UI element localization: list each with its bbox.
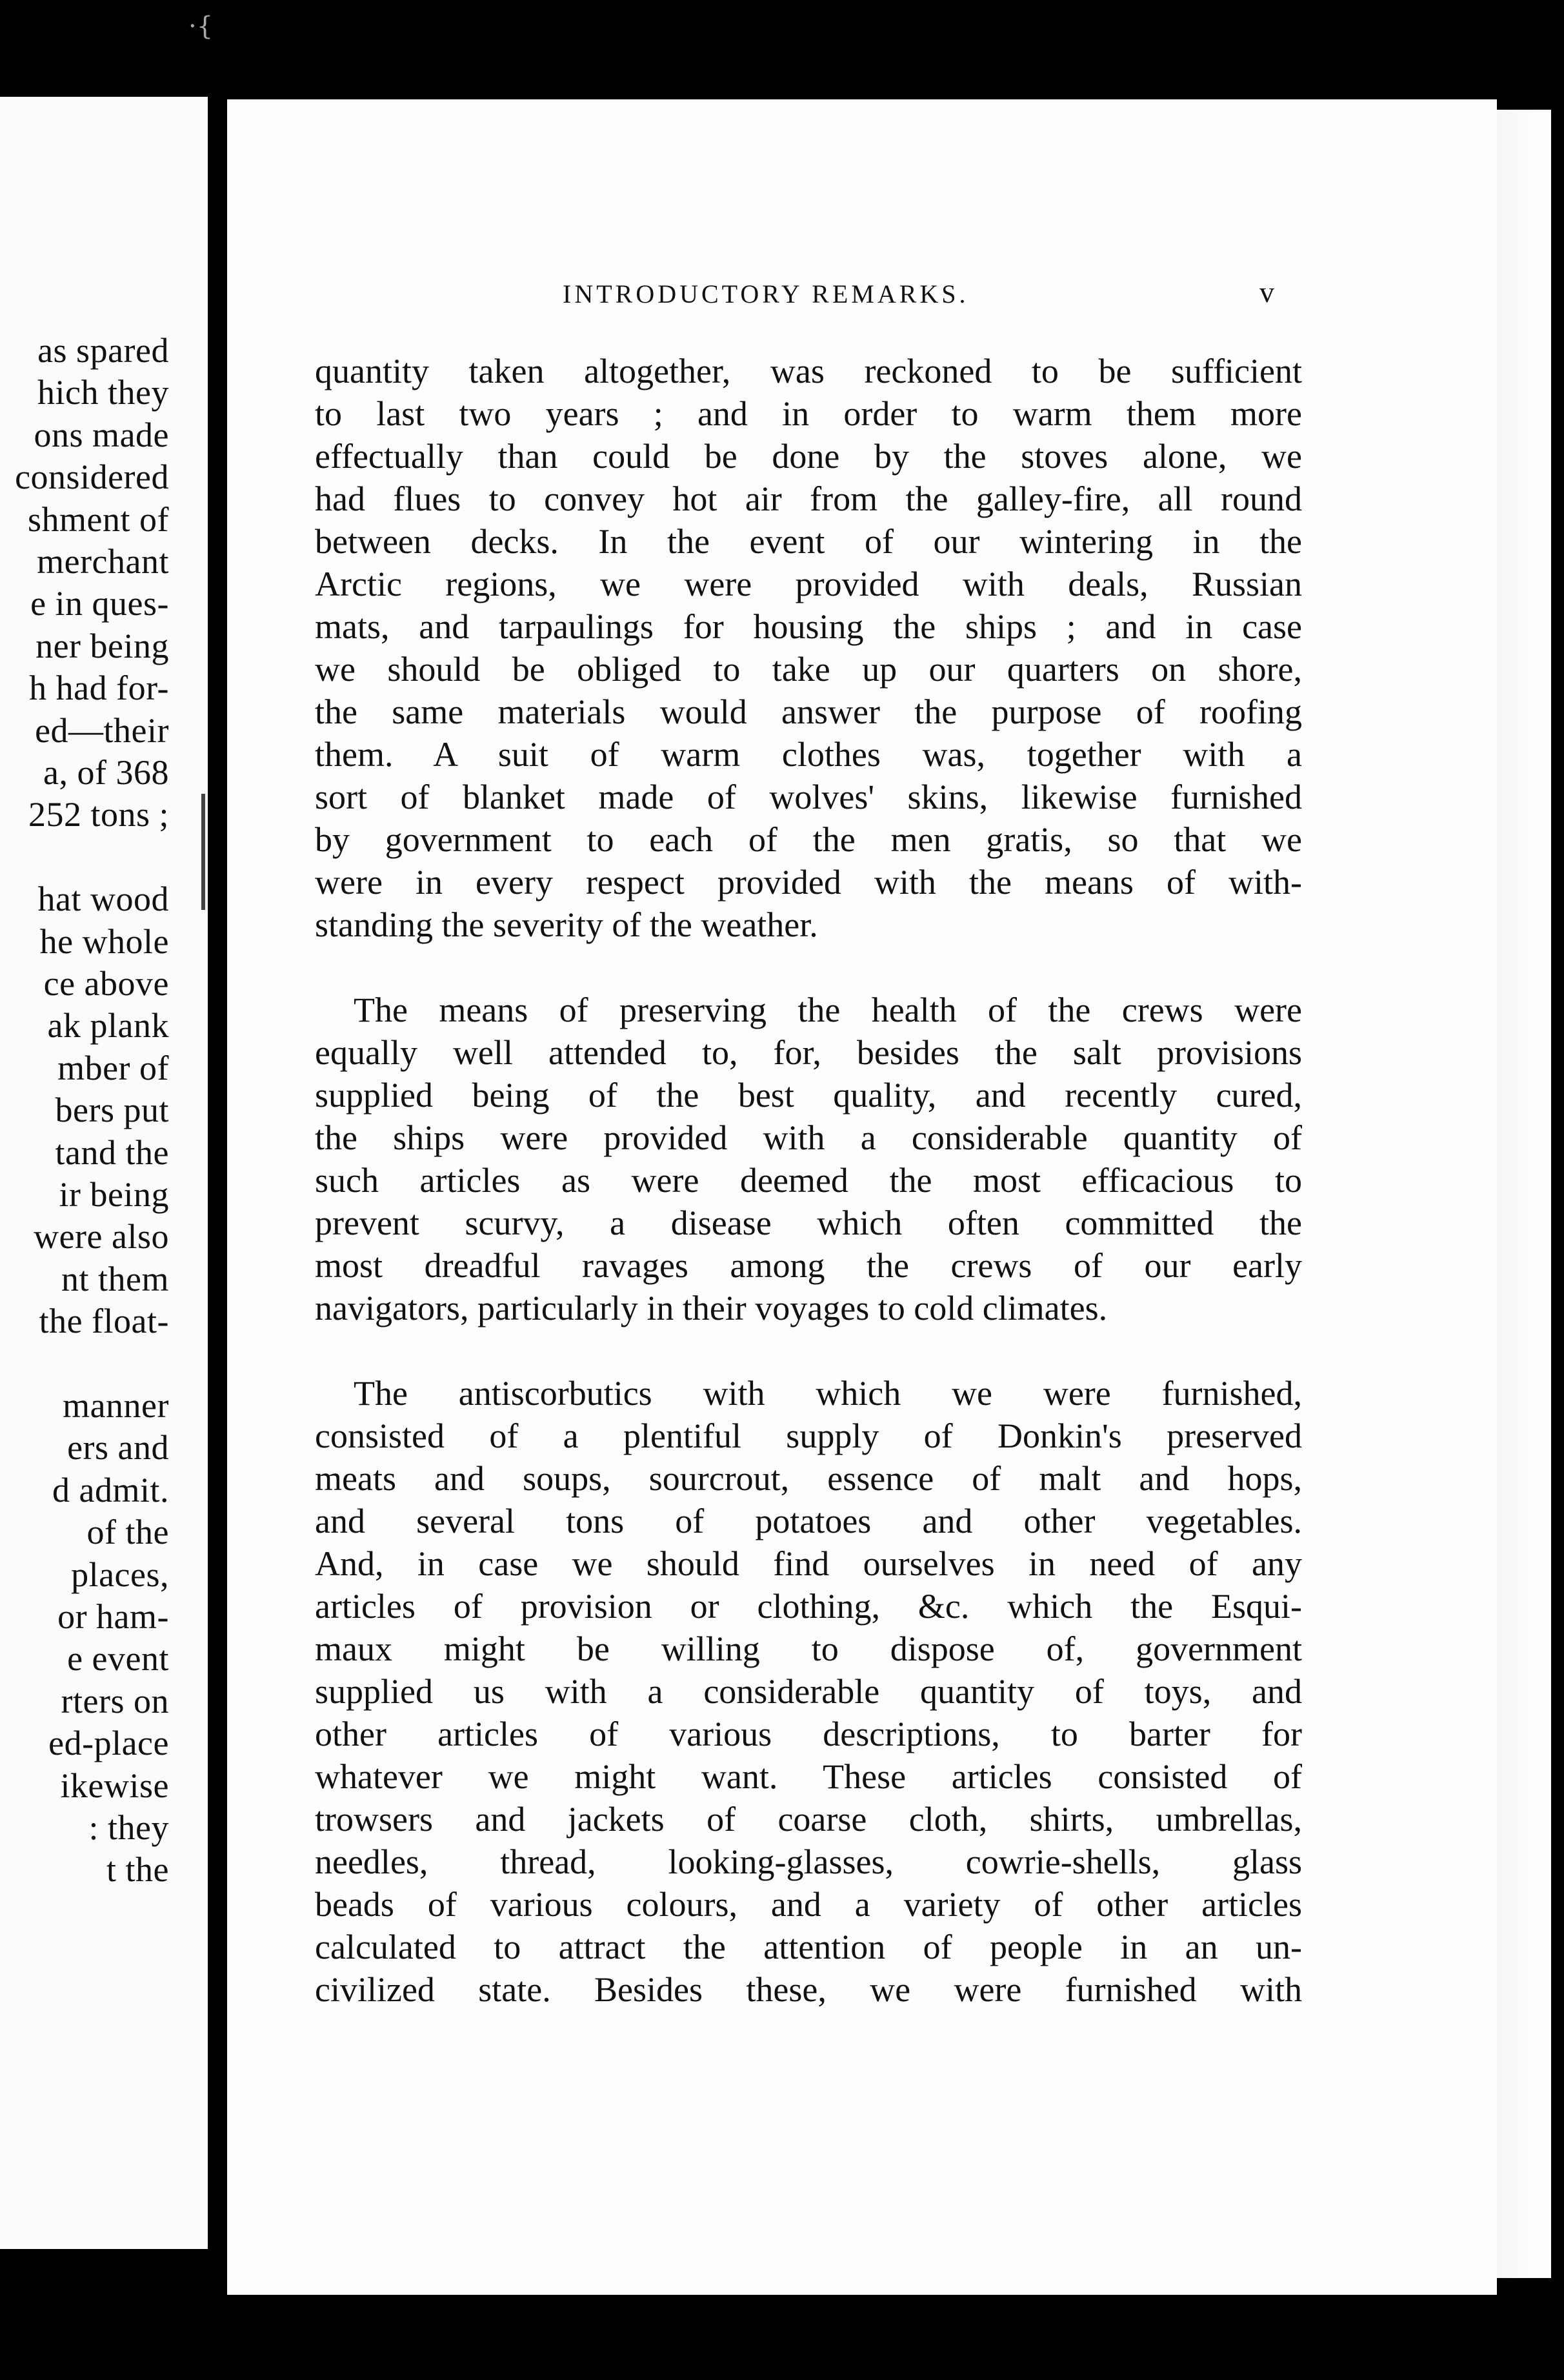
gutter-mark <box>201 794 205 910</box>
left-page-line: merchant <box>37 542 169 581</box>
text-line: Arctic regions, we were provided with deals, Russian <box>315 565 1302 603</box>
text-line: beads of various colours, and a variety of other articles <box>315 1885 1302 1924</box>
text-line: other articles of various descriptions, to barter for <box>315 1715 1302 1753</box>
left-page-line: mber of <box>57 1048 169 1087</box>
left-page-line: 252 tons ; <box>28 795 169 834</box>
text-line: civilized state. Besides these, we were furnished with <box>315 1970 1302 2009</box>
left-page-line: or ham- <box>57 1597 169 1636</box>
text-line: and several tons of potatoes and other vegetables. <box>315 1502 1302 1540</box>
text-line: navigators, particularly in their voyages to cold climates. <box>315 1289 1108 1327</box>
text-line: had flues to convey hot air from the galley-fire, all round <box>315 479 1302 518</box>
left-page-line: ons made <box>34 415 169 454</box>
left-page-line: the float- <box>39 1302 169 1341</box>
left-page-line: d admit. <box>52 1470 169 1509</box>
left-page-line: tand the <box>55 1133 169 1172</box>
left-page-line: ce above <box>43 964 169 1003</box>
left-page-line: : they <box>88 1808 169 1847</box>
text-line: supplied us with a considerable quantity of toys, and <box>315 1672 1302 1711</box>
left-page-line: he whole <box>39 922 169 961</box>
left-page-line: e event <box>67 1639 169 1679</box>
left-page-line: of the <box>86 1513 169 1552</box>
left-page-line: were also <box>34 1217 169 1256</box>
text-line: The means of preserving the health of the crews were <box>354 991 1302 1029</box>
left-page-line: rters on <box>61 1681 169 1720</box>
right-page <box>227 99 1497 2295</box>
left-page-line: ed-place <box>48 1724 169 1763</box>
text-line: mats, and tarpaulings for housing the ships ; and in case <box>315 607 1302 646</box>
left-page-line: e in ques- <box>30 584 169 623</box>
text-line: standing the severity of the weather. <box>315 905 818 944</box>
text-line: most dreadful ravages among the crews of our early <box>315 1246 1302 1285</box>
text-line: And, in case we should find ourselves in need of any <box>315 1544 1302 1583</box>
left-page-line: ikewise <box>60 1766 169 1805</box>
text-line: we should be obliged to take up our quarters on shore, <box>315 650 1302 689</box>
text-line: needles, thread, looking-glasses, cowrie-shells, glass <box>315 1842 1302 1881</box>
text-line: to last two years ; and in order to warm them more <box>315 394 1302 433</box>
left-page-line: ed—their <box>35 711 169 750</box>
text-line: whatever we might want. These articles consisted of <box>315 1757 1302 1796</box>
paragraph-2 <box>315 989 1302 1329</box>
text-line: maux might be willing to dispose of, government <box>315 1629 1302 1668</box>
left-page-line: hich they <box>37 373 169 412</box>
left-page-line: ir being <box>59 1175 169 1214</box>
text-line: between decks. In the event of our wintering in the <box>315 522 1302 561</box>
left-page-line: shment of <box>28 499 169 539</box>
paragraph-3 <box>315 1372 1302 2011</box>
left-page-line: h had for- <box>29 669 169 708</box>
text-line: trowsers and jackets of coarse cloth, shirts, umbrellas, <box>315 1800 1302 1839</box>
left-page-line: considered <box>15 458 169 497</box>
left-page-line: t the <box>106 1850 169 1890</box>
left-page-line: ers and <box>67 1428 169 1467</box>
text-line: such articles as were deemed the most efficacious to <box>315 1161 1302 1200</box>
paragraph-1 <box>315 350 1302 946</box>
text-line: equally well attended to, for, besides the salt provisions <box>315 1033 1302 1072</box>
page-number: v <box>1259 276 1274 308</box>
text-line: the ships were provided with a considerable quantity of <box>315 1118 1302 1157</box>
left-page-line: ak plank <box>47 1006 169 1045</box>
text-line: sort of blanket made of wolves' skins, likewise furnished <box>315 778 1302 816</box>
text-line: The antiscorbutics with which we were furnished, <box>354 1374 1302 1413</box>
left-page-line: bers put <box>55 1091 169 1130</box>
text-line: articles of provision or clothing, &c. which the Esqui- <box>315 1587 1302 1626</box>
left-page-line: nt them <box>61 1259 169 1298</box>
running-title: INTRODUCTORY REMARKS. <box>563 279 969 308</box>
left-page-line: manner <box>63 1386 169 1425</box>
scan-corner-mark: ·{ <box>188 12 214 41</box>
text-line: them. A suit of warm clothes was, together with a <box>315 735 1302 774</box>
text-line: effectually than could be done by the stoves alone, we <box>315 437 1302 476</box>
left-page-line: places, <box>71 1555 169 1594</box>
running-head <box>227 276 1505 330</box>
page-edge-shadow <box>1497 110 1551 2278</box>
left-page-line: hat wood <box>37 880 169 919</box>
left-page-line: ner being <box>35 626 169 665</box>
left-page-line: as spared <box>37 331 169 370</box>
text-line: meats and soups, sourcrout, essence of malt and hops, <box>315 1459 1302 1498</box>
text-line: were in every respect provided with the means of with- <box>315 863 1302 902</box>
text-line: consisted of a plentiful supply of Donkin's preserved <box>315 1417 1302 1455</box>
text-line: by government to each of the men gratis, so that we <box>315 820 1302 859</box>
left-page <box>0 97 208 2249</box>
text-line: the same materials would answer the purpose of roofing <box>315 692 1302 731</box>
text-line: prevent scurvy, a disease which often committed the <box>315 1204 1302 1242</box>
text-line: quantity taken altogether, was reckoned to be sufficient <box>315 352 1302 390</box>
left-page-line: a, of 368 <box>43 753 169 792</box>
text-line: supplied being of the best quality, and recently cured, <box>315 1076 1302 1114</box>
text-line: calculated to attract the attention of people in an un- <box>315 1928 1302 1966</box>
